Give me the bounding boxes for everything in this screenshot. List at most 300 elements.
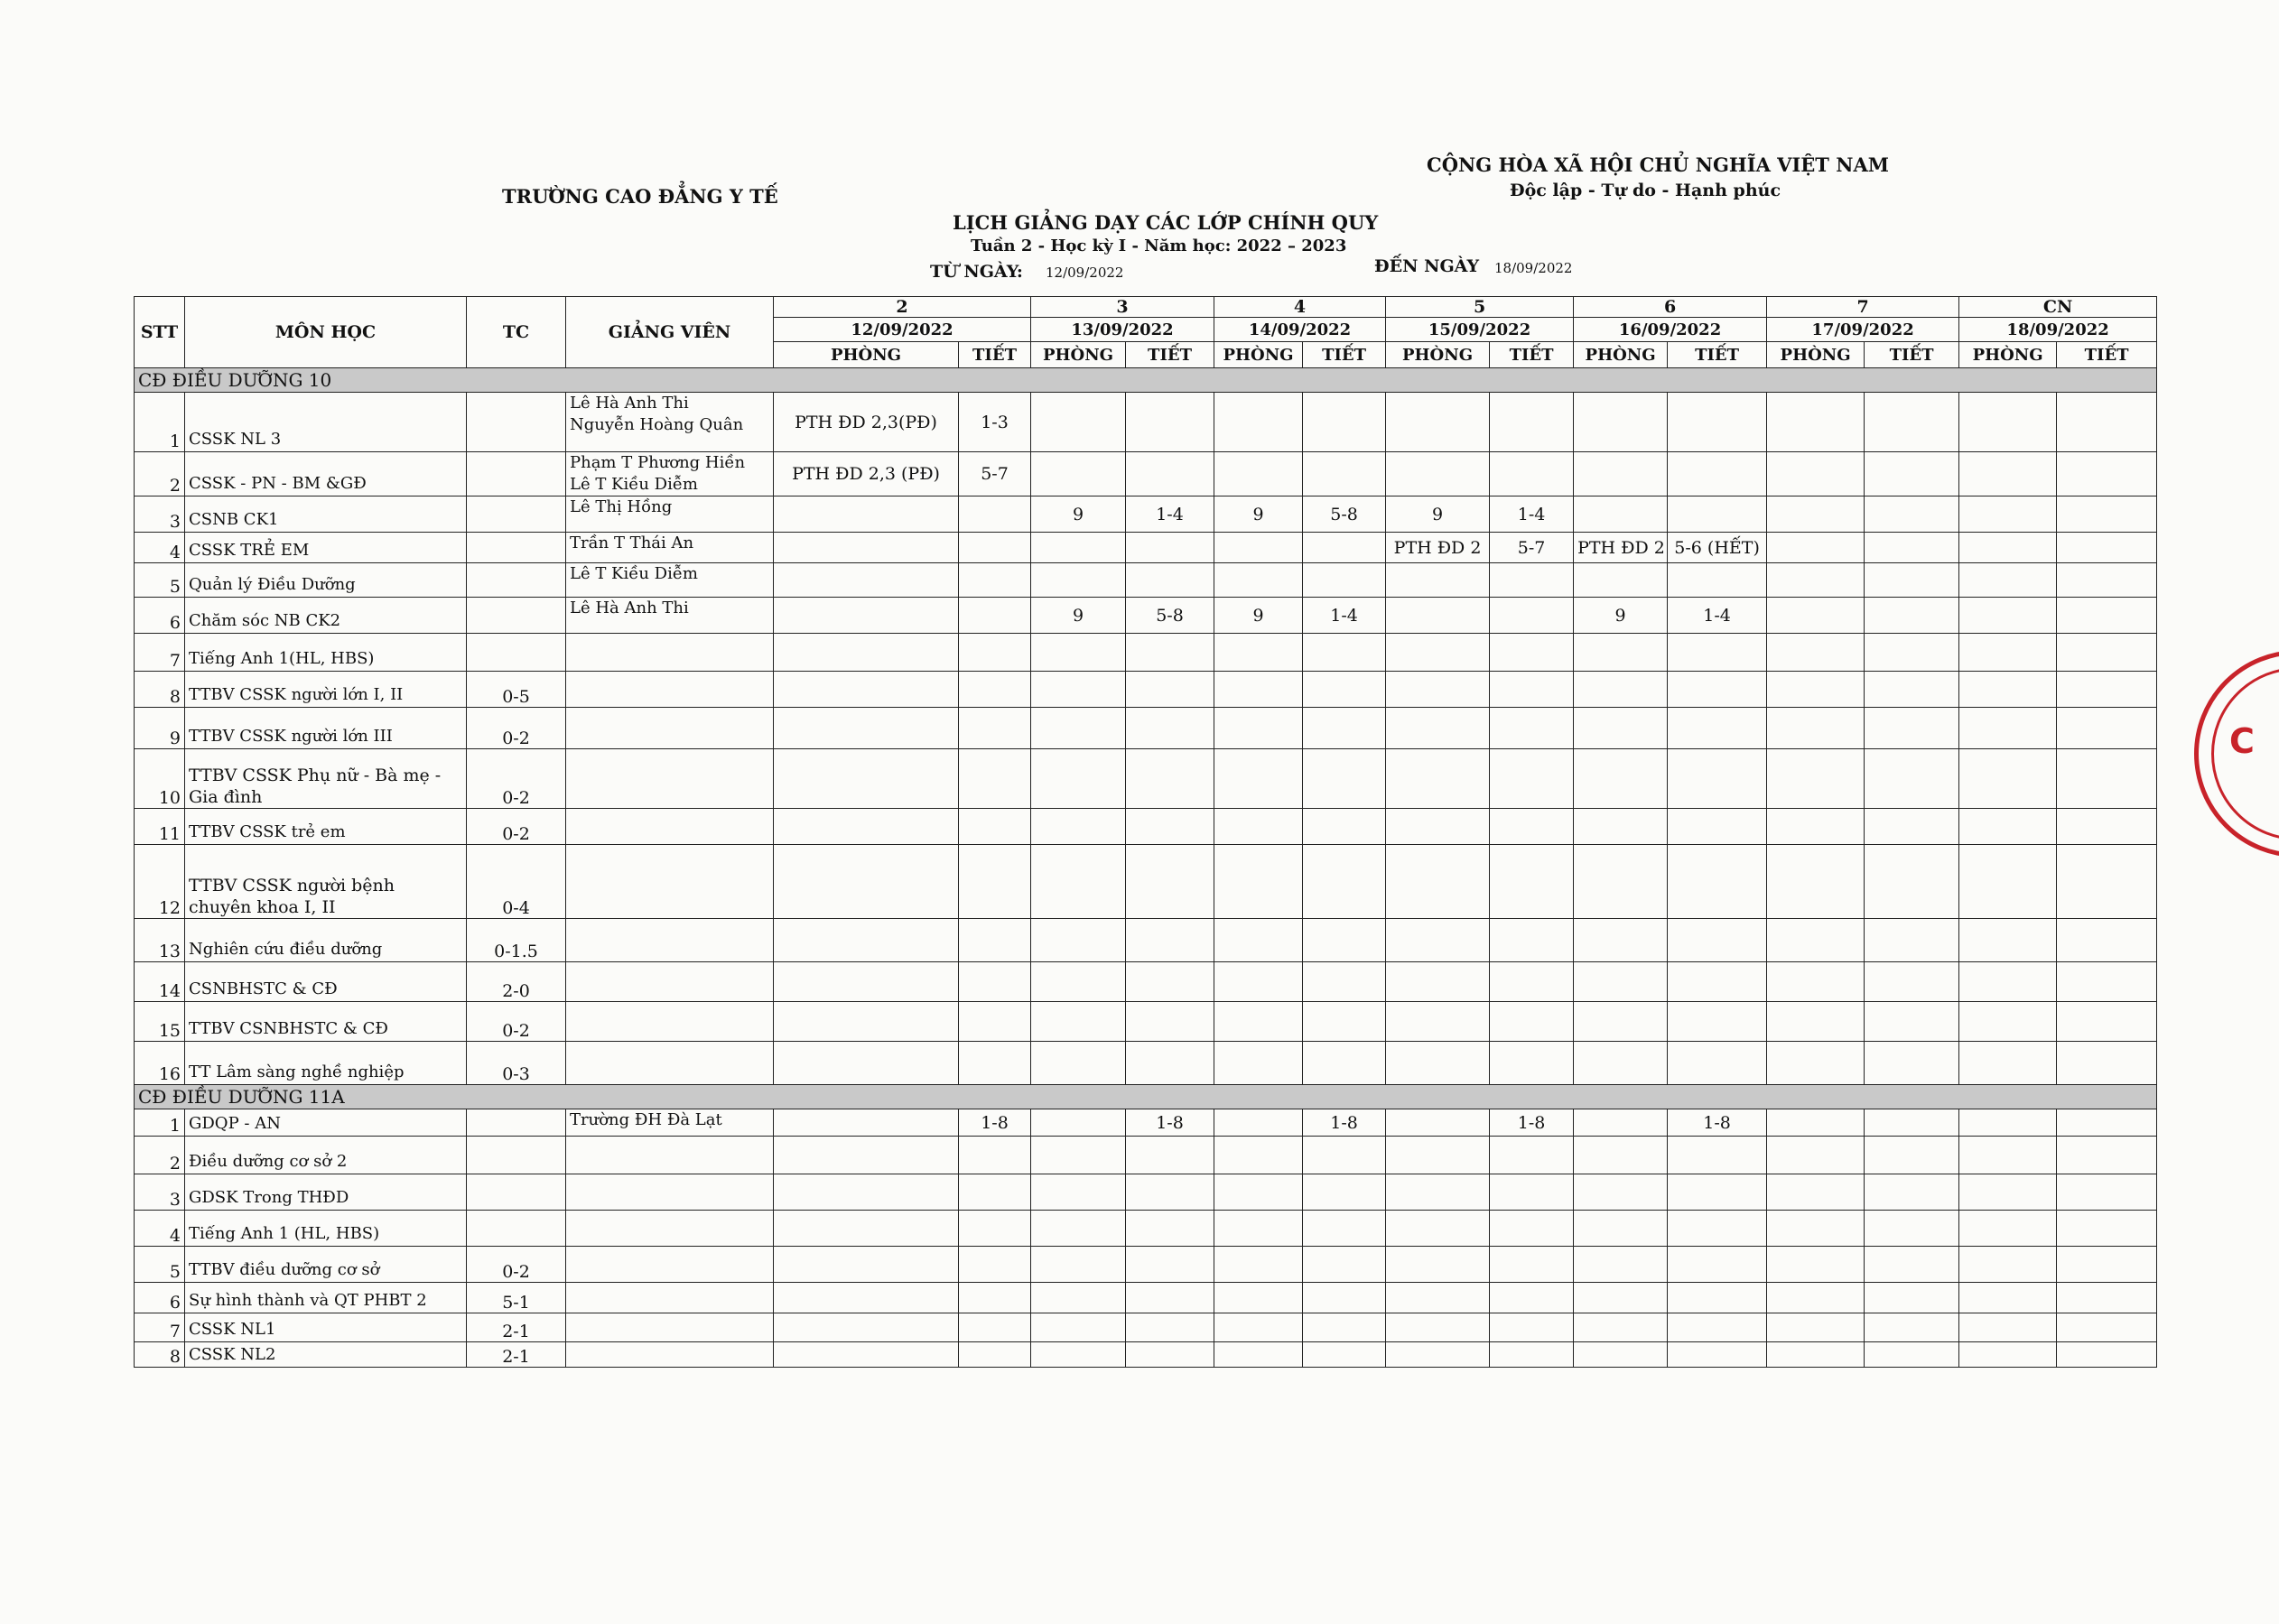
room-cell <box>1767 1283 1865 1313</box>
room-cell <box>1386 1109 1490 1137</box>
period-cell <box>1490 919 1574 962</box>
room-cell <box>1767 496 1865 533</box>
school-name: TRƯỜNG CAO ĐẲNG Y TẾ <box>502 185 778 208</box>
room-cell <box>1574 496 1668 533</box>
period-cell <box>1303 708 1386 749</box>
room-cell <box>1031 1342 1126 1368</box>
table-row <box>135 634 2157 672</box>
room-cell <box>1767 672 1865 708</box>
room-cell <box>774 1211 959 1247</box>
period-cell <box>2057 634 2157 672</box>
room-cell <box>1031 749 1126 809</box>
period-cell <box>959 962 1031 1002</box>
room-cell <box>774 1002 959 1042</box>
table-row <box>135 563 2157 598</box>
row-teacher <box>566 749 774 809</box>
period-cell <box>1865 708 1959 749</box>
period-cell <box>2057 563 2157 598</box>
row-tc <box>467 1109 566 1137</box>
to-date-value: 18/09/2022 <box>1494 260 1573 276</box>
period-cell <box>959 1313 1031 1342</box>
period-cell: 5-6 (HẾT) <box>1668 533 1767 563</box>
room-cell <box>1767 1211 1865 1247</box>
room-cell <box>774 533 959 563</box>
period-cell <box>1490 452 1574 496</box>
room-cell <box>1386 1247 1490 1283</box>
row-subject: CSNB CK1 <box>185 496 467 533</box>
room-cell: PTH ĐD 2,3 (PĐ) <box>774 452 959 496</box>
row-tc <box>467 533 566 563</box>
period-cell <box>1865 598 1959 634</box>
header-date: 13/09/2022 <box>1031 318 1214 342</box>
room-cell <box>774 598 959 634</box>
period-cell <box>1865 1342 1959 1368</box>
period-cell <box>959 1174 1031 1211</box>
room-cell <box>1959 1342 2057 1368</box>
period-cell <box>1303 919 1386 962</box>
row-stt: 9 <box>135 708 185 749</box>
row-subject: CSSK - PN - BM &GĐ <box>185 452 467 496</box>
period-cell <box>959 809 1031 845</box>
period-cell <box>1303 1137 1386 1174</box>
period-cell <box>1865 1109 1959 1137</box>
room-cell: 9 <box>1574 598 1668 634</box>
period-cell <box>1490 749 1574 809</box>
room-cell <box>1386 1042 1490 1085</box>
period-cell <box>2057 1211 2157 1247</box>
period-cell <box>959 1042 1031 1085</box>
period-cell <box>2057 1313 2157 1342</box>
seal-text: C <box>2229 721 2255 761</box>
row-subject: GDSK Trong THĐD <box>185 1174 467 1211</box>
room-cell <box>1386 1002 1490 1042</box>
room-cell <box>1574 1283 1668 1313</box>
period-cell <box>1490 598 1574 634</box>
row-subject: Quản lý Điều Dưỡng <box>185 563 467 598</box>
table-row <box>135 598 2157 634</box>
room-cell <box>1959 1211 2057 1247</box>
room-cell <box>1386 598 1490 634</box>
period-cell <box>959 1247 1031 1283</box>
period-cell: 1-8 <box>1490 1109 1574 1137</box>
header-day: 3 <box>1031 297 1214 318</box>
period-cell <box>1303 533 1386 563</box>
period-cell <box>1490 634 1574 672</box>
period-cell <box>1490 1174 1574 1211</box>
section-header-row <box>135 368 2157 393</box>
period-cell <box>1668 1342 1767 1368</box>
period-cell <box>1865 919 1959 962</box>
row-teacher <box>566 1174 774 1211</box>
room-cell <box>1767 563 1865 598</box>
header-room: PHÒNG <box>1214 342 1303 368</box>
period-cell <box>959 1283 1031 1313</box>
period-cell <box>1303 1042 1386 1085</box>
room-cell <box>1386 634 1490 672</box>
period-cell <box>1865 749 1959 809</box>
room-cell <box>1574 809 1668 845</box>
row-teacher <box>566 708 774 749</box>
period-cell <box>1126 809 1214 845</box>
period-cell <box>1865 393 1959 452</box>
room-cell <box>1031 452 1126 496</box>
room-cell <box>1574 634 1668 672</box>
room-cell <box>1031 1109 1126 1137</box>
header-period: TIẾT <box>1126 342 1214 368</box>
period-cell: 1-8 <box>1668 1109 1767 1137</box>
table-row <box>135 393 2157 452</box>
room-cell <box>774 1247 959 1283</box>
room-cell <box>1214 809 1303 845</box>
room-cell <box>1767 1247 1865 1283</box>
room-cell <box>1214 1313 1303 1342</box>
room-cell <box>1959 1042 2057 1085</box>
period-cell <box>1865 809 1959 845</box>
period-cell <box>1126 634 1214 672</box>
period-cell <box>1865 672 1959 708</box>
period-cell <box>1303 809 1386 845</box>
row-stt: 6 <box>135 1283 185 1313</box>
room-cell <box>1031 533 1126 563</box>
header-date: 17/09/2022 <box>1767 318 1959 342</box>
room-cell <box>1214 708 1303 749</box>
room-cell <box>1959 1109 2057 1137</box>
period-cell <box>1303 634 1386 672</box>
row-subject: Tiếng Anh 1 (HL, HBS) <box>185 1211 467 1247</box>
document-title: LỊCH GIẢNG DẠY CÁC LỚP CHÍNH QUY <box>953 211 1379 234</box>
header-period: TIẾT <box>1865 342 1959 368</box>
room-cell <box>1031 708 1126 749</box>
row-tc: 2-0 <box>467 962 566 1002</box>
period-cell: 5-7 <box>1490 533 1574 563</box>
teacher-name: Phạm T Phương Hiền <box>570 453 746 472</box>
room-cell <box>1031 1247 1126 1283</box>
period-cell <box>959 1342 1031 1368</box>
period-cell <box>1303 563 1386 598</box>
header-stt: STT <box>135 297 185 368</box>
from-date-label: TỪ NGÀY: <box>930 262 1023 282</box>
table-row <box>135 1002 2157 1042</box>
period-cell <box>959 496 1031 533</box>
room-cell <box>1959 1137 2057 1174</box>
period-cell <box>1865 1137 1959 1174</box>
room-cell <box>1574 1109 1668 1137</box>
row-tc <box>467 634 566 672</box>
room-cell <box>1767 452 1865 496</box>
period-cell <box>1490 1283 1574 1313</box>
row-subject: CSNBHSTC & CĐ <box>185 962 467 1002</box>
table-row <box>135 708 2157 749</box>
room-cell <box>1031 634 1126 672</box>
room-cell <box>774 919 959 962</box>
period-cell <box>1303 1313 1386 1342</box>
room-cell <box>1214 1174 1303 1211</box>
room-cell <box>1767 919 1865 962</box>
period-cell <box>1865 563 1959 598</box>
header-day: 6 <box>1574 297 1767 318</box>
period-cell <box>959 634 1031 672</box>
header-room: PHÒNG <box>1574 342 1668 368</box>
period-cell <box>1668 1174 1767 1211</box>
period-cell <box>1126 1283 1214 1313</box>
row-tc <box>467 598 566 634</box>
room-cell <box>1959 749 2057 809</box>
period-cell <box>959 1211 1031 1247</box>
period-cell <box>2057 672 2157 708</box>
room-cell <box>1214 1109 1303 1137</box>
room-cell <box>774 749 959 809</box>
row-stt: 6 <box>135 598 185 634</box>
header-day: CN <box>1959 297 2157 318</box>
room-cell <box>1031 563 1126 598</box>
room-cell <box>1574 962 1668 1002</box>
room-cell: PTH ĐD 2,3(PĐ) <box>774 393 959 452</box>
period-cell <box>1668 1283 1767 1313</box>
teacher-name: Lê Hà Anh Thi <box>570 394 689 413</box>
room-cell <box>1386 1342 1490 1368</box>
period-cell <box>2057 496 2157 533</box>
period-cell <box>1490 845 1574 919</box>
period-cell <box>1303 749 1386 809</box>
room-cell <box>1386 845 1490 919</box>
room-cell <box>1214 919 1303 962</box>
row-stt: 5 <box>135 1247 185 1283</box>
row-tc: 2-1 <box>467 1313 566 1342</box>
period-cell <box>1865 1247 1959 1283</box>
period-cell <box>1668 919 1767 962</box>
period-cell <box>1303 845 1386 919</box>
period-cell <box>1303 1211 1386 1247</box>
document-subtitle: Tuần 2 - Học kỳ I - Năm học: 2022 – 2023 <box>971 237 1347 255</box>
teacher-name: Lê T Kiều Diễm <box>570 564 698 583</box>
room-cell <box>1386 672 1490 708</box>
room-cell <box>774 1283 959 1313</box>
period-cell <box>1303 1174 1386 1211</box>
row-stt: 5 <box>135 563 185 598</box>
period-cell <box>1490 1211 1574 1247</box>
period-cell <box>959 919 1031 962</box>
row-subject: TTBV điều dưỡng cơ sở <box>185 1247 467 1283</box>
row-stt: 13 <box>135 919 185 962</box>
room-cell <box>1031 1042 1126 1085</box>
room-cell <box>1767 1109 1865 1137</box>
period-cell <box>1668 1247 1767 1283</box>
room-cell <box>1574 845 1668 919</box>
room-cell <box>1767 1002 1865 1042</box>
room-cell <box>1959 634 2057 672</box>
period-cell <box>959 845 1031 919</box>
period-cell <box>1490 708 1574 749</box>
row-subject: TT Lâm sàng nghề nghiệp <box>185 1042 467 1085</box>
table-row <box>135 809 2157 845</box>
row-tc: 0-2 <box>467 809 566 845</box>
period-cell <box>1865 962 1959 1002</box>
period-cell <box>1490 1247 1574 1283</box>
period-cell <box>1865 1042 1959 1085</box>
section-title: CĐ ĐIỀU DƯỠNG 11A <box>135 1085 2157 1109</box>
period-cell <box>959 672 1031 708</box>
header-room: PHÒNG <box>1767 342 1865 368</box>
period-cell <box>1865 1002 1959 1042</box>
row-subject: GDQP - AN <box>185 1109 467 1137</box>
period-cell <box>1490 1137 1574 1174</box>
room-cell: 9 <box>1386 496 1490 533</box>
header-date: 16/09/2022 <box>1574 318 1767 342</box>
room-cell <box>1959 452 2057 496</box>
period-cell <box>1126 533 1214 563</box>
period-cell <box>1126 563 1214 598</box>
period-cell <box>959 598 1031 634</box>
period-cell <box>959 533 1031 563</box>
room-cell <box>1574 393 1668 452</box>
room-cell <box>1574 1042 1668 1085</box>
header-room: PHÒNG <box>1386 342 1490 368</box>
period-cell <box>1126 962 1214 1002</box>
table-row <box>135 672 2157 708</box>
row-stt: 7 <box>135 1313 185 1342</box>
room-cell <box>1959 598 2057 634</box>
row-tc <box>467 496 566 533</box>
room-cell <box>1574 1137 1668 1174</box>
room-cell <box>774 1174 959 1211</box>
room-cell <box>1031 919 1126 962</box>
period-cell <box>2057 1247 2157 1283</box>
period-cell <box>1490 672 1574 708</box>
room-cell <box>1959 672 2057 708</box>
period-cell <box>1490 809 1574 845</box>
period-cell <box>1303 1002 1386 1042</box>
period-cell <box>1865 496 1959 533</box>
period-cell: 1-4 <box>1126 496 1214 533</box>
room-cell <box>1386 1174 1490 1211</box>
room-cell <box>1574 1002 1668 1042</box>
room-cell <box>1031 1283 1126 1313</box>
official-seal <box>2194 650 2279 858</box>
room-cell <box>774 672 959 708</box>
room-cell <box>1386 1211 1490 1247</box>
period-cell: 5-8 <box>1126 598 1214 634</box>
period-cell <box>1668 496 1767 533</box>
row-teacher <box>566 1247 774 1283</box>
room-cell <box>774 809 959 845</box>
row-teacher <box>566 634 774 672</box>
row-subject: TTBV CSSK người lớn III <box>185 708 467 749</box>
room-cell <box>1214 845 1303 919</box>
period-cell <box>2057 1174 2157 1211</box>
room-cell <box>1959 533 2057 563</box>
period-cell: 1-4 <box>1490 496 1574 533</box>
period-cell <box>2057 708 2157 749</box>
row-subject: Điều dưỡng cơ sở 2 <box>185 1137 467 1174</box>
period-cell: 1-4 <box>1668 598 1767 634</box>
period-cell <box>1865 845 1959 919</box>
room-cell <box>1767 1342 1865 1368</box>
header-day: 4 <box>1214 297 1386 318</box>
header-day: 5 <box>1386 297 1574 318</box>
room-cell <box>1386 749 1490 809</box>
period-cell <box>1490 1313 1574 1342</box>
header-period: TIẾT <box>1303 342 1386 368</box>
to-date-label: ĐẾN NGÀY <box>1374 256 1480 276</box>
room-cell <box>1959 496 2057 533</box>
room-cell <box>1574 708 1668 749</box>
room-cell <box>1386 919 1490 962</box>
period-cell <box>1865 1283 1959 1313</box>
table-row <box>135 1109 2157 1137</box>
room-cell <box>774 845 959 919</box>
room-cell <box>1574 563 1668 598</box>
period-cell <box>1490 1002 1574 1042</box>
period-cell <box>2057 845 2157 919</box>
room-cell <box>1386 1137 1490 1174</box>
room-cell <box>774 1137 959 1174</box>
room-cell: PTH ĐD 2 <box>1386 533 1490 563</box>
period-cell: 1-8 <box>959 1109 1031 1137</box>
period-cell <box>1668 708 1767 749</box>
room-cell <box>1386 452 1490 496</box>
row-teacher <box>566 1313 774 1342</box>
row-tc: 0-3 <box>467 1042 566 1085</box>
room-cell <box>1031 845 1126 919</box>
period-cell <box>1668 962 1767 1002</box>
row-subject: Chăm sóc NB CK2 <box>185 598 467 634</box>
period-cell <box>1303 1283 1386 1313</box>
room-cell <box>1214 962 1303 1002</box>
room-cell <box>774 1109 959 1137</box>
room-cell <box>1386 393 1490 452</box>
row-teacher <box>566 1042 774 1085</box>
header-day: 7 <box>1767 297 1959 318</box>
room-cell <box>1031 672 1126 708</box>
period-cell <box>1490 1042 1574 1085</box>
period-cell: 1-8 <box>1126 1109 1214 1137</box>
period-cell <box>1865 452 1959 496</box>
room-cell <box>1386 708 1490 749</box>
period-cell <box>1126 1174 1214 1211</box>
period-cell <box>1126 393 1214 452</box>
period-cell: 1-3 <box>959 393 1031 452</box>
period-cell <box>2057 452 2157 496</box>
table-row <box>135 1137 2157 1174</box>
room-cell <box>1959 1313 2057 1342</box>
row-stt: 11 <box>135 809 185 845</box>
room-cell <box>1767 1174 1865 1211</box>
room-cell <box>1574 1342 1668 1368</box>
period-cell <box>2057 1342 2157 1368</box>
period-cell <box>1668 1211 1767 1247</box>
room-cell <box>1767 634 1865 672</box>
period-cell <box>1490 962 1574 1002</box>
room-cell <box>1386 809 1490 845</box>
row-subject: CSSK NL2 <box>185 1342 467 1368</box>
room-cell <box>1767 393 1865 452</box>
room-cell <box>1214 634 1303 672</box>
row-tc: 0-5 <box>467 672 566 708</box>
room-cell: 9 <box>1214 496 1303 533</box>
row-subject: CSSK TRẺ EM <box>185 533 467 563</box>
teacher-name: Lê Thị Hồng <box>570 497 673 516</box>
room-cell <box>1031 809 1126 845</box>
period-cell <box>1303 1342 1386 1368</box>
room-cell <box>1959 1174 2057 1211</box>
header-period: TIẾT <box>2057 342 2157 368</box>
table-row <box>135 533 2157 563</box>
row-teacher <box>566 563 774 598</box>
room-cell <box>1767 598 1865 634</box>
teacher-name: Nguyễn Hoàng Quân <box>570 415 744 434</box>
schedule-table <box>134 296 2157 1368</box>
room-cell <box>774 634 959 672</box>
